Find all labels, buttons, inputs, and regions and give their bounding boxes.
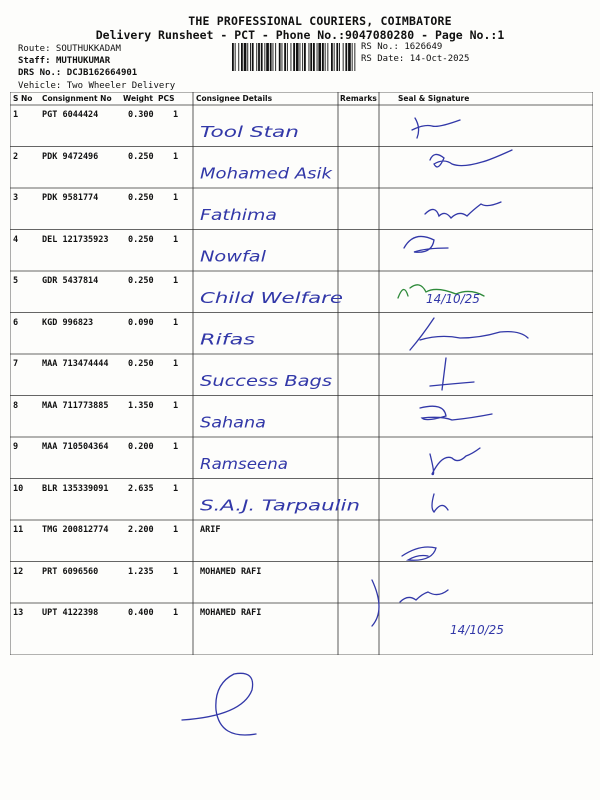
- handwritten-consignee: Mohamed Asik: [200, 164, 334, 183]
- col-consignee-header: Consignee Details: [196, 94, 273, 103]
- cell-consignment: MAA 713474444: [42, 359, 109, 369]
- cell-pcs: 1: [173, 442, 179, 452]
- cell-consignment: UPT 4122398: [42, 608, 99, 618]
- cell-weight: 2.200: [128, 525, 154, 535]
- cell-consignment: GDR 5437814: [42, 276, 99, 286]
- cell-pcs: 1: [173, 234, 179, 245]
- barcode-image: [232, 43, 357, 71]
- col-seal-header: Seal & Signature: [398, 94, 470, 103]
- col-remarks-header: Remarks: [340, 94, 377, 103]
- cell-pcs: 1: [173, 110, 179, 120]
- handwritten-consignee: Success Bags: [200, 372, 333, 390]
- cell-weight: 0.250: [128, 234, 154, 245]
- handwritten-consignee: Sahana: [200, 413, 266, 432]
- cell-consignment: MAA 710504364: [42, 442, 109, 452]
- cell-weight: 1.350: [128, 400, 154, 411]
- cell-weight: 0.250: [128, 193, 154, 203]
- cell-weight: 0.250: [128, 276, 154, 286]
- cell-pcs: 1: [173, 151, 179, 162]
- cell-pcs: 1: [173, 525, 179, 535]
- cell-pcs: 1: [173, 276, 179, 286]
- cell-pcs: 1: [173, 400, 179, 411]
- col-sno-header: S No: [13, 94, 33, 103]
- cell-sno: 7: [13, 359, 19, 369]
- handwritten-consignee: S.A.J. Tarpaulin: [200, 496, 360, 515]
- cell-consignment: BLR 135339091: [42, 483, 109, 494]
- cell-sno: 2: [13, 151, 19, 162]
- cell-pcs: 1: [173, 317, 179, 328]
- handwritten-consignee: Fathima: [200, 206, 277, 224]
- cell-weight: 0.090: [128, 317, 154, 328]
- vehicle-text: Vehicle: Two Wheeler Delivery: [18, 81, 176, 91]
- handwritten-consignee: Rifas: [200, 330, 256, 349]
- cell-weight: 0.400: [128, 608, 154, 618]
- handwritten-consignee: Child Welfare: [200, 289, 343, 307]
- cell-consignment: PRT 6096560: [42, 566, 99, 577]
- rs-number: RS No.: 1626649: [361, 42, 443, 52]
- cell-sno: 11: [13, 525, 24, 535]
- drs-label: DRS No.:: [18, 68, 62, 78]
- cell-consignment: TMG 200812774: [42, 525, 109, 535]
- cell-sno: 12: [13, 566, 24, 577]
- cell-consignment: PDK 9472496: [42, 151, 99, 162]
- cell-weight: 0.250: [128, 151, 154, 162]
- handwritten-consignee: Tool Stan: [200, 123, 299, 141]
- col-weight-header: Weight: [123, 94, 153, 103]
- bottom-scribble: [182, 673, 256, 735]
- cell-consignment: KGD 996823: [42, 317, 94, 328]
- cell-weight: 2.635: [128, 483, 154, 494]
- runsheet-subtitle: Delivery Runsheet - PCT - Phone No.:9047080280 - Page No.:1: [95, 28, 505, 42]
- cell-sno: 6: [13, 317, 19, 328]
- cell-pcs: 1: [173, 566, 179, 577]
- col-consignment-header: Consignment No: [42, 94, 112, 103]
- cell-consignment: PDK 9581774: [42, 193, 99, 203]
- cell-consignee: ARIF: [200, 525, 221, 535]
- cell-pcs: 1: [173, 359, 179, 369]
- cell-weight: 1.235: [128, 566, 154, 577]
- handwritten-consignee: Nowfal: [200, 247, 268, 266]
- staff-line: [18, 56, 110, 66]
- staff-name: MUTHUKUMAR: [55, 56, 111, 66]
- runsheet-table: [10, 92, 593, 655]
- cell-consignment: MAA 711773885: [42, 400, 109, 411]
- cell-pcs: 1: [173, 193, 179, 203]
- cell-weight: 0.250: [128, 359, 154, 369]
- cell-pcs: 1: [173, 608, 179, 618]
- cell-consignee: MOHAMED RAFI: [200, 608, 262, 618]
- date-note-row-5: 14/10/25: [426, 292, 480, 306]
- drs-line: [18, 68, 137, 78]
- col-pcs-header: PCS: [158, 94, 175, 103]
- cell-sno: 3: [13, 193, 19, 203]
- cell-consignee: MOHAMED RAFI: [200, 566, 262, 577]
- date-note-row-13: 14/10/25: [450, 623, 504, 637]
- cell-consignment: DEL 121735923: [42, 234, 109, 245]
- cell-consignment: PGT 6044424: [42, 110, 99, 120]
- cell-weight: 0.200: [128, 442, 154, 452]
- staff-label: Staff:: [18, 56, 51, 66]
- handwritten-consignee: Ramseena: [200, 455, 288, 473]
- company-title: THE PROFESSIONAL COURIERS, COIMBATORE: [188, 14, 452, 28]
- cell-sno: 1: [13, 110, 19, 120]
- cell-weight: 0.300: [128, 110, 154, 120]
- drs-number: DCJB162664901: [66, 68, 138, 78]
- cell-sno: 13: [13, 608, 24, 618]
- cell-sno: 8: [13, 400, 19, 411]
- route-text: Route: SOUTHUKKADAM: [18, 44, 121, 54]
- cell-sno: 4: [13, 234, 19, 245]
- rs-date: RS Date: 14-Oct-2025: [361, 54, 470, 64]
- cell-sno: 9: [13, 442, 19, 452]
- cell-pcs: 1: [173, 483, 179, 494]
- cell-sno: 5: [13, 276, 19, 286]
- cell-sno: 10: [13, 483, 24, 494]
